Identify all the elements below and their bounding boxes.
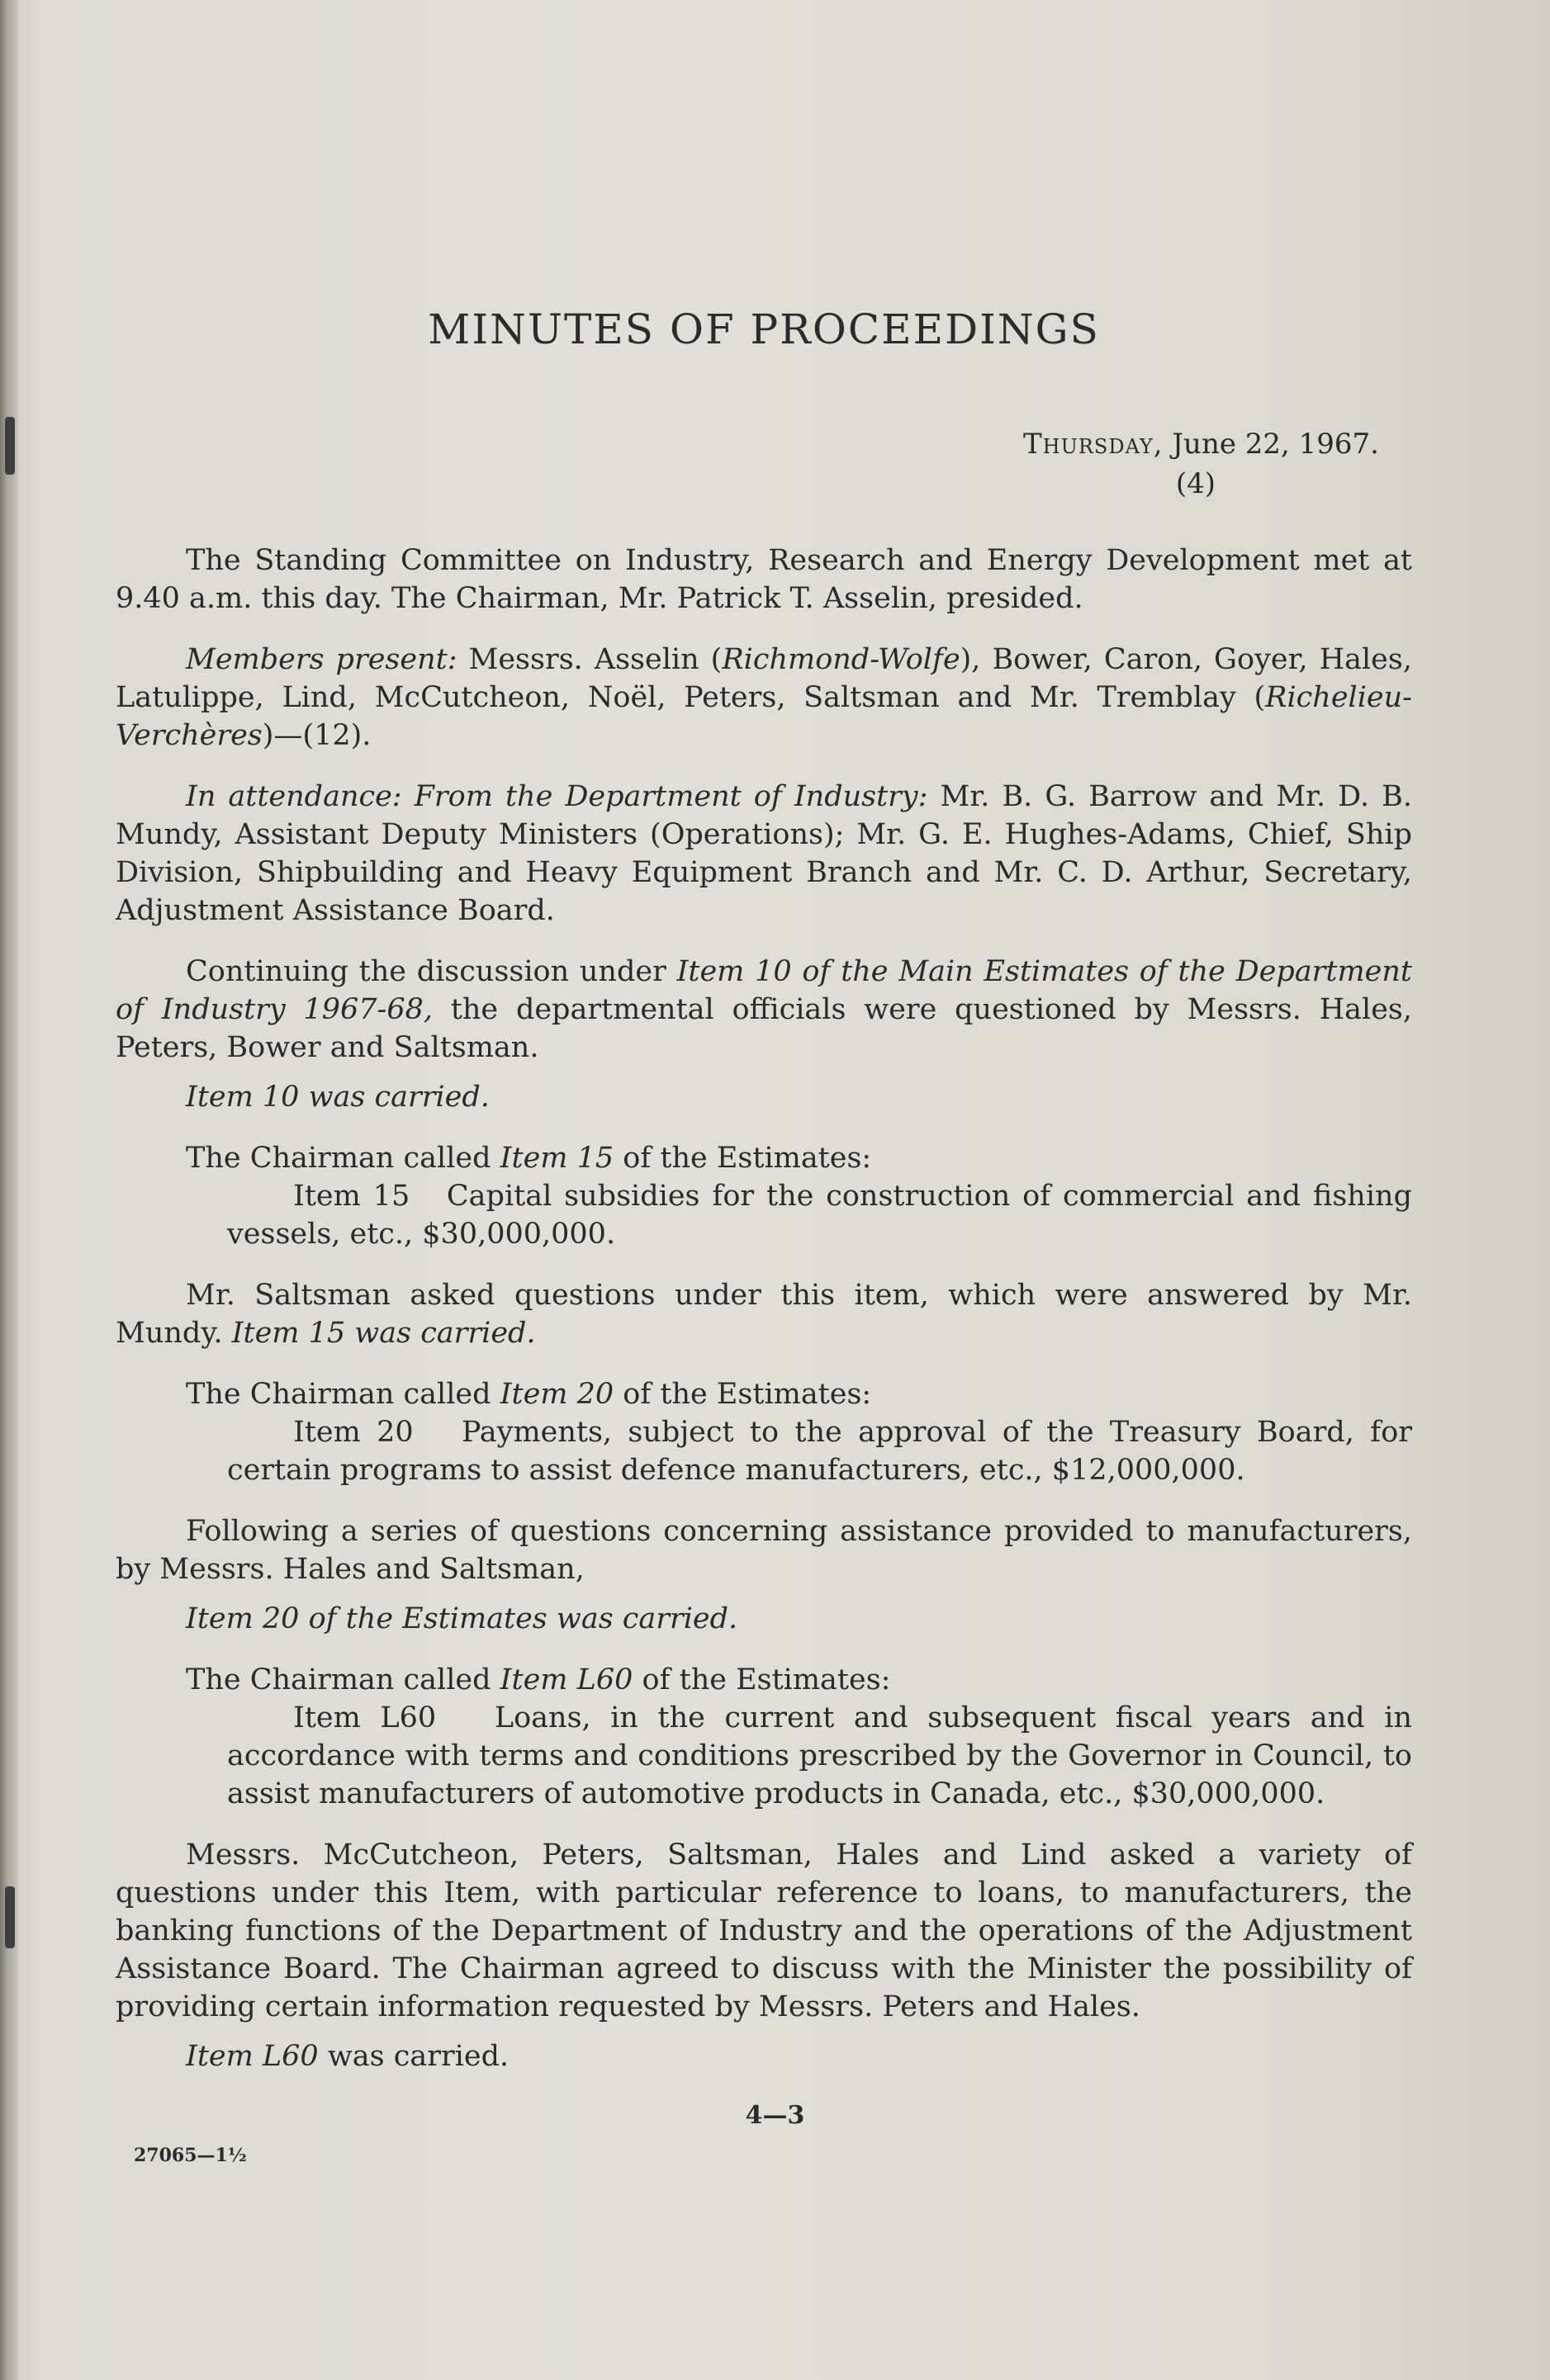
binding-tab	[5, 1886, 15, 1948]
paragraph-item15-carried: Mr. Saltsman asked questions under this item, which were answered by Mr. Mundy. Item 15 was carried.	[116, 1279, 1412, 1350]
dateline-day: Thursday,	[1023, 428, 1164, 461]
page-folio: 4—3	[745, 2101, 805, 2130]
paragraph-opening: The Standing Committee on Industry, Research and Energy Development met at 9.40 a.m. this day. The Chairman, Mr. Patrick T. Asselin, presided.	[116, 544, 1412, 615]
paragraph-continuing: Continuing the discussion under Item 10 of the Main Estimates of the Department of Industry 1967-68, the departmental officials were questioned by Messrs. Hales, Peters, Bower and Saltsman.	[116, 955, 1412, 1064]
in-attendance-label: In attendance: From the Department of Industry:	[186, 780, 928, 813]
estimate-item-20: Item 20 Payments, subject to the approval of the Treasury Board, for certain programs to assist defence manufacturers, etc., $12,000,000.	[227, 1416, 1422, 1487]
paragraph-chairman-called-item15: The Chairman called Item 15 of the Estimates:	[186, 1142, 872, 1175]
members-present-label: Members present:	[186, 643, 457, 676]
paragraph-following-questions: Following a series of questions concerning assistance provided to manufacturers, by Messrs. Hales and Saltsman,	[116, 1515, 1412, 1586]
paragraph-itemL60-carried: Item L60 was carried.	[186, 2040, 510, 2073]
meeting-number: (4)	[1175, 467, 1216, 500]
binding-tab	[5, 417, 15, 475]
paragraph-chairman-called-item20: The Chairman called Item 20 of the Estimates:	[186, 1378, 872, 1411]
paragraph-item20-carried: Item 20 of the Estimates was carried.	[186, 1602, 738, 1635]
paragraph-members-present: Members present: Messrs. Asselin (Richmond-Wolfe), Bower, Caron, Goyer, Hales, Latulippe, Lind, McCutcheon, Noël, Peters, Saltsman and Mr. Tremblay (Richelieu-Verchères)—(12).	[116, 643, 1412, 752]
page-binding	[0, 0, 18, 2380]
paragraph-in-attendance: In attendance: From the Department of Industry: Mr. B. G. Barrow and Mr. D. B. Mundy, Assistant Deputy Ministers (Operations); Mr. G. E. Hughes-Adams, Chief, Ship Division, Shipbuilding and Heavy Equipment Branch and Mr. C. D. Arthur, Secretary, Adjustment Assistance Board.	[116, 780, 1412, 927]
paragraph-item10-carried: Item 10 was carried.	[186, 1081, 490, 1114]
paragraph-questions-loans: Messrs. McCutcheon, Peters, Saltsman, Hales and Lind asked a variety of questions under this Item, with particular reference to loans, to manufacturers, the banking functions of the Department of Industry and the operations of the Adjustment Assistance Board. The Chairman agreed to discuss with the Minister the possibility of providing certain information requested by Messrs. Peters and Hales.	[116, 1838, 1412, 2023]
dateline	[116, 424, 1412, 464]
signature-mark: 27065—1½	[134, 2145, 247, 2166]
estimate-item-15: Item 15 Capital subsidies for the construction of commercial and fishing vessels, etc., $30,000,000.	[227, 1180, 1422, 1251]
document-body	[116, 305, 1422, 2075]
dateline-date: June 22, 1967.	[1172, 428, 1379, 461]
estimate-item-L60: Item L60 Loans, in the current and subsequent fiscal years and in accordance with terms and conditions prescribed by the Governor in Council, to assist manufacturers of automotive products in Canada, etc., $30,000,000.	[227, 1701, 1422, 1810]
paragraph-chairman-called-itemL60: The Chairman called Item L60 of the Estimates:	[186, 1663, 891, 1696]
page-title: MINUTES OF PROCEEDINGS	[428, 305, 1100, 353]
